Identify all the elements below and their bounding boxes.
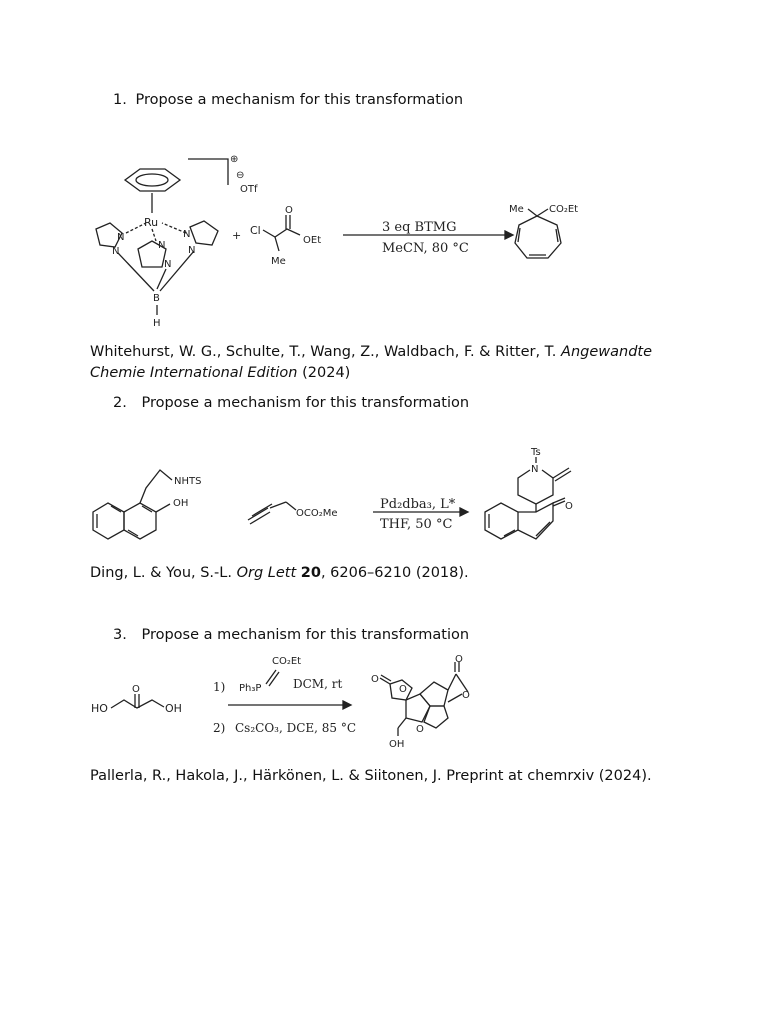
ruthenium-label: Ru bbox=[144, 216, 159, 229]
conditions-top: 3 eq BTMG bbox=[382, 220, 457, 235]
reaction-scheme-1 bbox=[0, 145, 768, 335]
product-ester: CO₂Et bbox=[549, 204, 579, 215]
n-label: N bbox=[183, 229, 191, 240]
n-label: N bbox=[188, 245, 196, 256]
ref-authors: Ding, L. & You, S.-L. bbox=[90, 565, 232, 581]
question-prompt: Propose a mechanism for this transformation bbox=[141, 627, 470, 643]
arene-ring bbox=[125, 169, 180, 191]
hydrogen-label: H bbox=[153, 318, 161, 329]
oh-label: OH bbox=[165, 702, 182, 715]
ester-label: CO₂Et bbox=[272, 656, 302, 667]
conditions-bottom: THF, 50 °C bbox=[380, 517, 453, 532]
ring-o-label: O bbox=[416, 724, 424, 735]
ethoxy-label: OEt bbox=[303, 235, 322, 246]
ketone-o-label: O bbox=[565, 501, 573, 512]
n-label: N bbox=[117, 232, 125, 243]
reaction-scheme-2 bbox=[0, 440, 768, 550]
reference-2 bbox=[90, 563, 690, 584]
question-number: 1. bbox=[113, 92, 127, 108]
charge-minus: ⊖ bbox=[236, 170, 245, 181]
ref-authors: Whitehurst, W. G., Schulte, T., Wang, Z., Waldbach, F. & Ritter, T. bbox=[90, 344, 557, 360]
n-label: N bbox=[158, 240, 166, 251]
scheme-2 bbox=[0, 440, 768, 550]
question-3-heading bbox=[113, 627, 469, 643]
question-number: 2. bbox=[113, 395, 127, 411]
oh-label: OH bbox=[173, 498, 189, 509]
hydroxyl-label: OH bbox=[389, 739, 405, 750]
step2-number: 2) bbox=[213, 721, 226, 735]
question-prompt: Propose a mechanism for this transformation bbox=[135, 92, 464, 108]
scheme-3 bbox=[0, 652, 768, 757]
question-number: 3. bbox=[113, 627, 127, 643]
ts-label: Ts bbox=[531, 447, 541, 458]
n-label: N bbox=[112, 246, 120, 257]
question-2-heading bbox=[113, 395, 469, 411]
ref-pages: , 6206–6210 (2018). bbox=[320, 565, 469, 581]
reaction-scheme-3 bbox=[0, 652, 768, 757]
nhts-label: NHTS bbox=[174, 476, 202, 487]
ylide-label: Ph₃P bbox=[239, 683, 262, 694]
question-prompt: Propose a mechanism for this transformation bbox=[141, 395, 470, 411]
reference-1 bbox=[90, 342, 690, 384]
n-label: N bbox=[531, 464, 539, 475]
arene-circle bbox=[136, 174, 168, 186]
conditions-bottom: MeCN, 80 °C bbox=[382, 241, 469, 256]
ring-o-label: O bbox=[399, 684, 407, 695]
cycloheptatriene-ring bbox=[515, 216, 561, 258]
ref-journal: Org Lett bbox=[236, 565, 297, 581]
counterion-label: OTf bbox=[240, 184, 258, 195]
step1-number: 1) bbox=[213, 680, 226, 694]
ref-volume: 20 bbox=[300, 565, 321, 581]
ketone-o-label: O bbox=[132, 684, 140, 695]
scheme-1 bbox=[0, 145, 768, 335]
question-1-heading bbox=[113, 92, 463, 108]
ref-year: (2024) bbox=[302, 365, 351, 381]
step2-conditions: Cs₂CO₃, DCE, 85 °C bbox=[235, 721, 357, 735]
lactone-o-label: O bbox=[371, 674, 379, 685]
ho-label: HO bbox=[91, 702, 108, 715]
charge-plus: ⊕ bbox=[230, 154, 239, 165]
boron-label: B bbox=[153, 293, 160, 304]
ref-journal: Angewandte Chemie International Edition bbox=[90, 344, 653, 381]
conditions-top: Pd₂dba₃, L* bbox=[380, 497, 456, 512]
step1-conditions: DCM, rt bbox=[293, 677, 343, 691]
plus-sign: + bbox=[232, 229, 242, 242]
n-label: N bbox=[164, 259, 172, 270]
product-methyl: Me bbox=[509, 204, 524, 215]
reference-3 bbox=[90, 766, 710, 787]
ring-o-label: O bbox=[462, 690, 470, 701]
carbonate-label: OCO₂Me bbox=[296, 508, 338, 519]
ref-text: Pallerla, R., Hakola, J., Härkönen, L. & Siitonen, J. Preprint at chemrxiv (2024). bbox=[90, 768, 652, 784]
lactone-o-label: O bbox=[455, 654, 463, 665]
carbonyl-o-label: O bbox=[285, 205, 293, 216]
methyl-label: Me bbox=[271, 256, 286, 267]
chlorine-label: Cl bbox=[250, 224, 261, 237]
